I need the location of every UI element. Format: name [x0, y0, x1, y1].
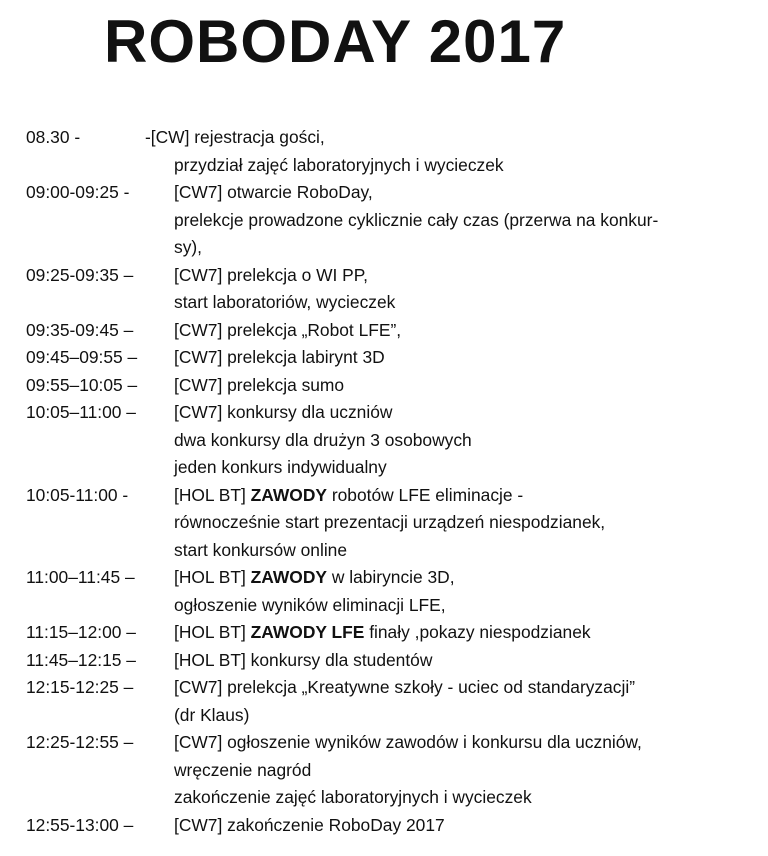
schedule-list	[26, 124, 766, 839]
entry-text: [CW7] prelekcja „Robot LFE”,	[174, 319, 402, 340]
entry-text: [CW7] ogłoszenie wyników zawodów i konkursu dla uczniów,	[174, 732, 642, 752]
schedule-entry	[26, 399, 766, 427]
entry-time: 09:45–09:55 –	[26, 347, 138, 367]
entry-description	[174, 757, 311, 785]
entry-text: -[CW] rejestracja gości,	[145, 127, 325, 147]
entry-text: [HOL BT]	[174, 484, 251, 505]
schedule-entry	[26, 647, 766, 675]
entry-text: zakończenie zajęć laboratoryjnych i wycieczek	[174, 787, 532, 807]
entry-highlight: ZAWODY	[250, 484, 327, 505]
entry-time: 12:25-12:55 –	[26, 732, 134, 752]
entry-description	[174, 262, 368, 290]
schedule-entry	[26, 344, 766, 372]
entry-text: [HOL BT]	[174, 622, 251, 642]
entry-description	[174, 702, 249, 730]
schedule-entry-continuation	[26, 152, 766, 180]
entry-description	[174, 647, 432, 675]
schedule-entry	[26, 262, 766, 290]
entry-text: sy),	[174, 237, 203, 257]
entry-time: 12:15-12:25 –	[26, 677, 134, 697]
schedule-entry	[26, 564, 766, 592]
schedule-entry	[26, 124, 766, 152]
entry-description	[174, 592, 446, 620]
entry-text: [CW7] prelekcja sumo	[174, 374, 345, 395]
entry-text: robotów LFE eliminacje -	[327, 484, 524, 505]
entry-description	[174, 317, 401, 345]
entry-description	[174, 344, 385, 372]
entry-description	[174, 812, 445, 840]
schedule-entry-continuation	[26, 784, 766, 812]
entry-description	[174, 372, 344, 400]
entry-text: [CW7] prelekcja o WI PP,	[174, 264, 368, 285]
entry-text: [HOL BT] konkursy dla studentów	[174, 649, 433, 670]
entry-description	[174, 427, 472, 455]
schedule-entry	[26, 674, 766, 702]
schedule-entry	[26, 812, 766, 840]
entry-highlight: ZAWODY LFE	[250, 622, 365, 642]
entry-description	[174, 537, 347, 565]
entry-description	[174, 674, 635, 702]
entry-text: (dr Klaus)	[174, 704, 250, 725]
entry-text: start konkursów online	[174, 539, 348, 560]
entry-description	[174, 509, 605, 537]
entry-description	[174, 152, 504, 180]
entry-text: [CW7] zakończenie RoboDay 2017	[174, 814, 445, 835]
entry-time: 10:05-11:00 -	[26, 484, 129, 505]
entry-highlight: ZAWODY	[250, 567, 327, 587]
entry-text: [HOL BT]	[174, 567, 251, 587]
entry-text: [CW7] prelekcja „Kreatywne szkoły - uciec od standaryzacji”	[174, 677, 636, 697]
entry-description	[174, 784, 532, 812]
schedule-entry-continuation	[26, 757, 766, 785]
schedule-entry-continuation	[26, 537, 766, 565]
entry-description	[174, 207, 658, 235]
entry-text: [CW7] prelekcja labirynt 3D	[174, 347, 385, 367]
entry-text: [CW7] otwarcie RoboDay,	[174, 182, 373, 202]
entry-description	[174, 399, 392, 427]
entry-description	[174, 234, 202, 262]
entry-time: 10:05–11:00 –	[26, 402, 136, 422]
entry-description	[174, 454, 387, 482]
entry-description	[174, 289, 395, 317]
schedule-entry	[26, 729, 766, 757]
entry-text: [CW7] konkursy dla uczniów	[174, 402, 393, 422]
schedule-entry	[26, 482, 766, 510]
entry-time: 12:55-13:00 –	[26, 814, 134, 835]
entry-text: równocześnie start prezentacji urządzeń niespodzianek,	[174, 512, 606, 532]
schedule-entry	[26, 619, 766, 647]
schedule-entry-continuation	[26, 509, 766, 537]
entry-text: finały ,pokazy niespodzianek	[364, 622, 591, 642]
entry-text: przydział zajęć laboratoryjnych i wycieczek	[174, 154, 504, 175]
entry-description	[174, 729, 642, 757]
entry-text: prelekcje prowadzone cyklicznie cały czas (przerwa na konkur-	[174, 209, 659, 230]
entry-text: start laboratoriów, wycieczek	[174, 292, 396, 312]
entry-time: 11:45–12:15 –	[26, 649, 136, 670]
entry-time: 09:00-09:25 -	[26, 182, 130, 202]
entry-text: w labiryncie 3D,	[327, 567, 455, 587]
entry-description	[174, 564, 455, 592]
entry-time: 09:35-09:45 –	[26, 319, 134, 340]
entry-time: 08.30 -	[26, 127, 81, 147]
schedule-entry-continuation	[26, 454, 766, 482]
page-title: ROBODAY 2017	[104, 8, 567, 75]
entry-description	[145, 124, 325, 152]
entry-time: 09:55–10:05 –	[26, 374, 138, 395]
schedule-entry	[26, 179, 766, 207]
schedule-entry-continuation	[26, 592, 766, 620]
entry-text: dwa konkursy dla drużyn 3 osobowych	[174, 429, 472, 450]
schedule-entry-continuation	[26, 427, 766, 455]
entry-time: 11:00–11:45 –	[26, 567, 135, 587]
schedule-entry-continuation	[26, 234, 766, 262]
entry-description	[174, 619, 591, 647]
entry-description	[174, 179, 373, 207]
entry-text: ogłoszenie wyników eliminacji LFE,	[174, 594, 446, 615]
entry-time: 11:15–12:00 –	[26, 622, 136, 642]
schedule-entry	[26, 372, 766, 400]
entry-description	[174, 482, 523, 510]
schedule-entry-continuation	[26, 207, 766, 235]
schedule-entry-continuation	[26, 702, 766, 730]
schedule-entry-continuation	[26, 289, 766, 317]
schedule-entry	[26, 317, 766, 345]
entry-text: jeden konkurs indywidualny	[174, 457, 387, 477]
entry-time: 09:25-09:35 –	[26, 264, 134, 285]
entry-text: wręczenie nagród	[174, 759, 312, 780]
